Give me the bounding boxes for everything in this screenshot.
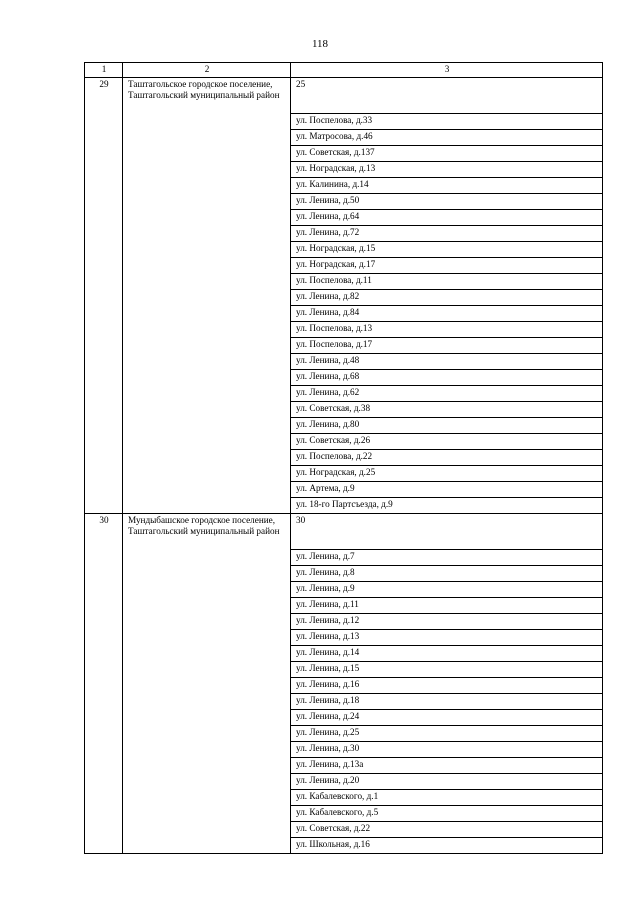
address-cell: ул. Кабалевского, д.1: [291, 790, 603, 806]
address-cell: ул. Ноградская, д.13: [291, 162, 603, 178]
address-cell: ул. Ленина, д.30: [291, 742, 603, 758]
address-cell: ул. Кабалевского, д.5: [291, 806, 603, 822]
address-cell: ул. Ленина, д.82: [291, 290, 603, 306]
group-number: 29: [85, 78, 123, 514]
address-cell: ул. Ленина, д.20: [291, 774, 603, 790]
address-cell: ул. Советская, д.26: [291, 434, 603, 450]
address-cell: ул. Советская, д.137: [291, 146, 603, 162]
address-cell: ул. Поспелова, д.22: [291, 450, 603, 466]
address-cell: ул. Ленина, д.80: [291, 418, 603, 434]
address-cell: ул. Ленина, д.48: [291, 354, 603, 370]
building-count: 25: [291, 78, 603, 114]
column-header-3: 3: [291, 63, 603, 78]
page-number: 118: [311, 38, 329, 50]
address-cell: ул. Ленина, д.84: [291, 306, 603, 322]
address-cell: ул. Ленина, д.7: [291, 550, 603, 566]
address-cell: ул. Ленина, д.64: [291, 210, 603, 226]
column-header-1: 1: [85, 63, 123, 78]
address-cell: ул. Поспелова, д.33: [291, 114, 603, 130]
address-cell: ул. Матросова, д.46: [291, 130, 603, 146]
table-header-row: [85, 63, 603, 78]
address-cell: ул. Калинина, д.14: [291, 178, 603, 194]
address-cell: ул. Советская, д.22: [291, 822, 603, 838]
address-cell: ул. Артема, д.9: [291, 482, 603, 498]
address-cell: ул. Ленина, д.62: [291, 386, 603, 402]
address-cell: ул. 18-го Партсъезда, д.9: [291, 498, 603, 514]
address-cell: ул. Ноградская, д.15: [291, 242, 603, 258]
building-count: 30: [291, 514, 603, 550]
address-cell: ул. Ленина, д.72: [291, 226, 603, 242]
address-cell: ул. Ленина, д.50: [291, 194, 603, 210]
column-header-2: 2: [123, 63, 291, 78]
group-row: [85, 514, 603, 550]
address-cell: ул. Ленина, д.12: [291, 614, 603, 630]
address-cell: ул. Ленина, д.8: [291, 566, 603, 582]
address-cell: ул. Ноградская, д.17: [291, 258, 603, 274]
address-cell: ул. Ленина, д.15: [291, 662, 603, 678]
address-cell: ул. Ленина, д.68: [291, 370, 603, 386]
address-cell: ул. Ленина, д.24: [291, 710, 603, 726]
settlement-name: Таштагольское городское поселение, Таштагольский муниципальный район: [123, 78, 291, 514]
address-cell: ул. Ноградская, д.25: [291, 466, 603, 482]
address-cell: ул. Ленина, д.13а: [291, 758, 603, 774]
address-cell: ул. Советская, д.38: [291, 402, 603, 418]
address-cell: ул. Ленина, д.25: [291, 726, 603, 742]
settlements-table: [84, 62, 603, 854]
address-cell: ул. Ленина, д.14: [291, 646, 603, 662]
address-cell: ул. Школьная, д.16: [291, 838, 603, 854]
address-cell: ул. Поспелова, д.11: [291, 274, 603, 290]
settlement-name: Мундыбашское городское поселение, Таштагольский муниципальный район: [123, 514, 291, 854]
address-cell: ул. Ленина, д.13: [291, 630, 603, 646]
address-cell: ул. Ленина, д.9: [291, 582, 603, 598]
address-cell: ул. Ленина, д.16: [291, 678, 603, 694]
address-cell: ул. Поспелова, д.13: [291, 322, 603, 338]
address-cell: ул. Ленина, д.11: [291, 598, 603, 614]
address-cell: ул. Ленина, д.18: [291, 694, 603, 710]
group-number: 30: [85, 514, 123, 854]
address-cell: ул. Поспелова, д.17: [291, 338, 603, 354]
group-row: [85, 78, 603, 114]
